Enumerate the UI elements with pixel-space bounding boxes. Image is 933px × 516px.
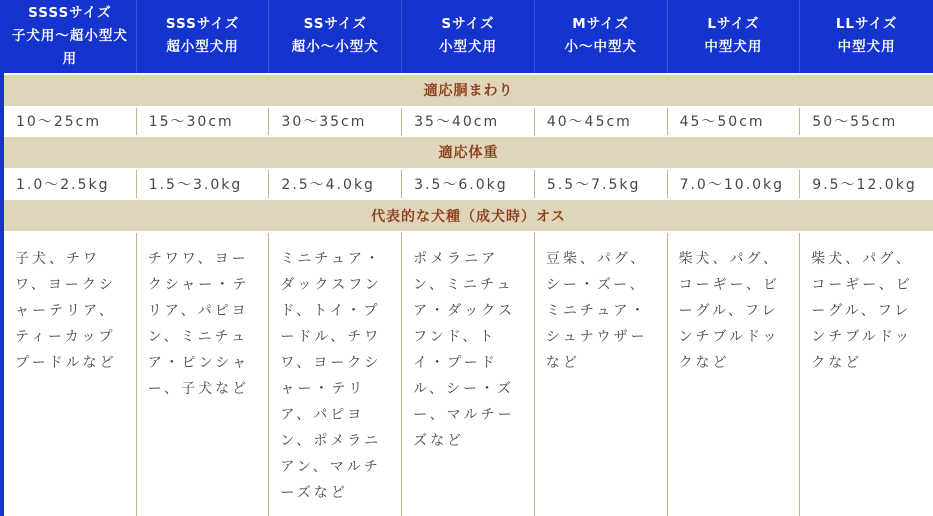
section-band-breeds <box>4 198 933 233</box>
breeds-cell: 柴犬、パグ、コーギー、ビーグル、フレンチブルドックなど <box>668 233 801 516</box>
size-label: Sサイズ <box>441 16 495 33</box>
girth-cell: 15〜30cm <box>137 108 270 135</box>
weight-cell: 3.5〜6.0kg <box>402 170 535 198</box>
girth-cell: 30〜35cm <box>269 108 402 135</box>
section-title: 代表的な犬種（成犬時）オス <box>371 208 566 225</box>
girth-row <box>4 108 933 135</box>
header-cell-s <box>402 0 535 73</box>
header-cell-ll <box>800 0 933 73</box>
size-type-label: 小〜中型犬 <box>564 39 637 56</box>
size-label: Mサイズ <box>572 16 630 33</box>
girth-cell: 35〜40cm <box>402 108 535 135</box>
size-type-label: 超小型犬用 <box>166 39 239 56</box>
weight-cell: 2.5〜4.0kg <box>269 170 402 198</box>
section-band-girth <box>4 73 933 108</box>
weight-cell: 9.5〜12.0kg <box>812 176 917 193</box>
section-title: 適応胴まわり <box>423 83 514 100</box>
size-label: LLサイズ <box>835 16 898 33</box>
breeds-cell: ポメラニアン、ミニチュア・ダックスフンド、トイ・プードル、シー・ズー、マルチーズなど <box>402 233 535 516</box>
weight-cell: 5.5〜7.5kg <box>535 170 668 198</box>
weight-cell: 7.0〜10.0kg <box>668 170 801 198</box>
girth-cell: 10〜25cm <box>4 108 137 135</box>
breeds-cell: 子犬、チワワ、ヨークシャーテリア、ティーカッププードルなど <box>4 233 137 516</box>
size-type-label: 中型犬用 <box>837 39 896 56</box>
size-label: Lサイズ <box>707 16 760 33</box>
header-cell-l <box>668 0 801 73</box>
girth-cell: 40〜45cm <box>535 108 668 135</box>
section-title: 適応体重 <box>438 145 499 162</box>
size-type-label: 超小〜小型犬 <box>291 39 379 56</box>
breeds-cell: チワワ、ヨークシャー・テリア、パピヨン、ミニチュア・ピンシャー、子犬など <box>137 233 270 516</box>
header-cell-sss <box>137 0 270 73</box>
size-type-label: 中型犬用 <box>704 39 763 56</box>
size-type-label: 小型犬用 <box>438 39 497 56</box>
size-label: SSSサイズ <box>165 16 240 33</box>
breeds-cell: 豆柴、パグ、シー・ズー、ミニチュア・シュナウザーなど <box>535 233 668 516</box>
breeds-cell: 柴犬、パグ、コーギー、ビーグル、フレンチブルドックなど <box>811 251 913 371</box>
section-band-weight <box>4 135 933 170</box>
breeds-cell: ミニチュア・ダックスフンド、トイ・プードル、チワワ、ヨークシャー・テリア、パピヨン、ポメラニアン、マルチーズなど <box>269 233 402 516</box>
weight-cell: 1.0〜2.5kg <box>4 170 137 198</box>
girth-cell: 45〜50cm <box>668 108 801 135</box>
size-type-label: 子犬用〜超小型犬用 <box>11 27 128 67</box>
weight-cell: 1.5〜3.0kg <box>137 170 270 198</box>
size-label: SSSSサイズ <box>28 5 112 21</box>
header-cell-m <box>535 0 668 73</box>
breeds-row <box>4 233 933 516</box>
size-header-row <box>4 0 933 73</box>
size-label: SSサイズ <box>303 16 367 33</box>
weight-row <box>4 170 933 198</box>
header-cell-ssss <box>4 0 137 73</box>
girth-cell: 50〜55cm <box>812 114 898 131</box>
header-cell-ss <box>269 0 402 73</box>
